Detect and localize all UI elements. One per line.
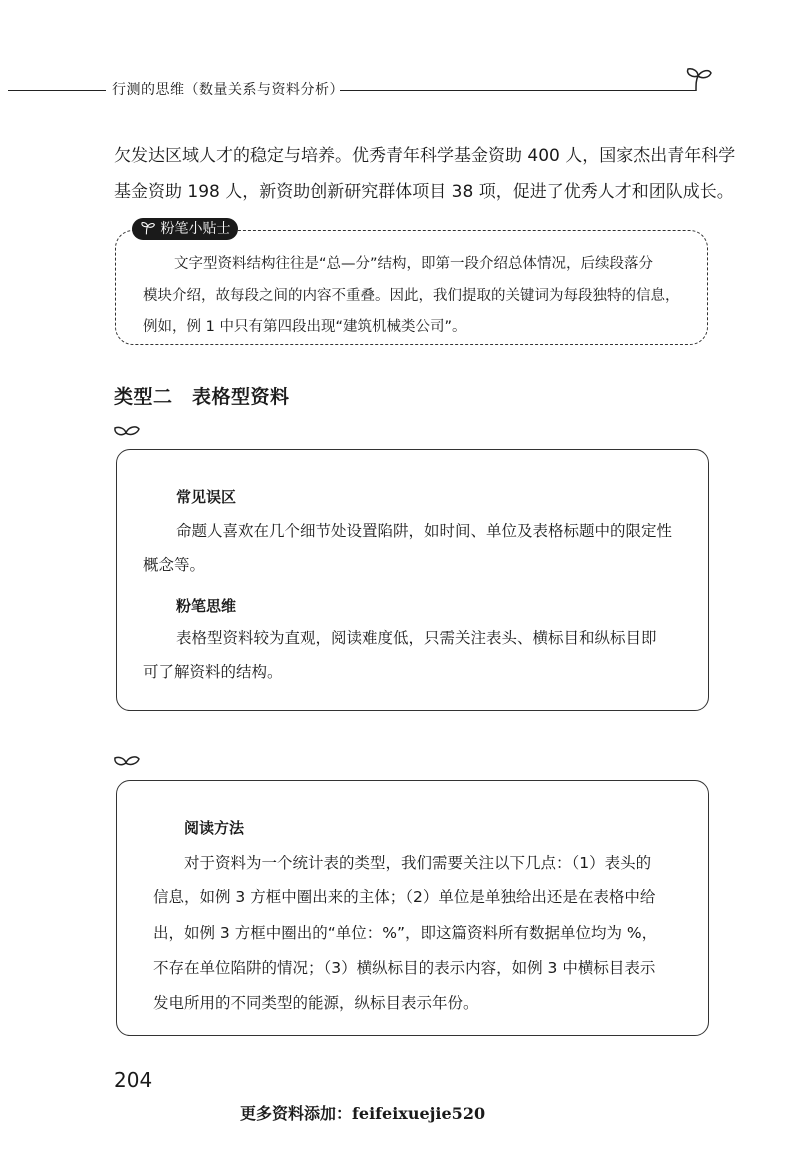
running-title: 行测的思维（数量关系与资料分析） [112, 82, 344, 98]
section-title: 类型二 表格型资料 [114, 386, 290, 408]
header-rule-right [340, 90, 696, 91]
card2-line-4: 不存在单位陷阱的情况；（3）横纵标目的表示内容，如例 3 中横标目表示 [153, 959, 656, 977]
tip-line-3: 例如，例 1 中只有第四段出现“建筑机械类公司”。 [143, 319, 467, 335]
intro-line-2: 基金资助 198 人，新资助创新研究群体项目 38 项，促进了优秀人才和团队成长。 [114, 182, 734, 202]
intro-line-1: 欠发达区域人才的稳定与培养。优秀青年科学基金资助 400 人，国家杰出青年科学 [114, 146, 736, 166]
sprout-icon [684, 66, 714, 92]
tip-line-1: 文字型资料结构往往是“总—分”结构，即第一段介绍总体情况，后续段落分 [174, 256, 654, 272]
card2-line-3: 出，如例 3 方框中圈出的“单位：%”，即这篇资料所有数据单位均为 %， [153, 924, 658, 942]
tip-line-2: 模块介绍，故每段之间的内容不重叠。因此，我们提取的关键词为每段独特的信息， [143, 288, 680, 304]
card1-body2-line-2: 可了解资料的结构。 [143, 663, 283, 681]
card1-body2-line-1: 表格型资料较为直观，阅读难度低，只需关注表头、横标目和纵标目即 [176, 629, 657, 647]
card2-line-1: 对于资料为一个统计表的类型，我们需要关注以下几点：（1）表头的 [184, 854, 652, 872]
card2-line-2: 信息，如例 3 方框中圈出来的主体；（2）单位是单独给出还是在表格中给 [153, 888, 656, 906]
page-number: 204 [114, 1068, 153, 1092]
sprout-icon [140, 221, 156, 235]
card1-body1-line-1: 命题人喜欢在几个细节处设置陷阱，如时间、单位及表格标题中的限定性 [176, 522, 673, 540]
card2-line-5: 发电所用的不同类型的能源，纵标目表示年份。 [153, 994, 479, 1012]
card1-heading-1: 常见误区 [176, 488, 237, 506]
header-rule-left [8, 90, 106, 91]
card1-heading-2: 粉笔思维 [176, 597, 237, 615]
footer-note: 更多资料添加：feifeixuejie520 [240, 1104, 486, 1123]
card1-body1-line-2: 概念等。 [143, 556, 206, 574]
sprout-icon [112, 753, 142, 773]
sprout-icon [112, 423, 142, 443]
tip-tab [132, 218, 238, 240]
card2-heading: 阅读方法 [184, 819, 245, 837]
tip-tab-label: 粉笔小贴士 [160, 221, 231, 237]
